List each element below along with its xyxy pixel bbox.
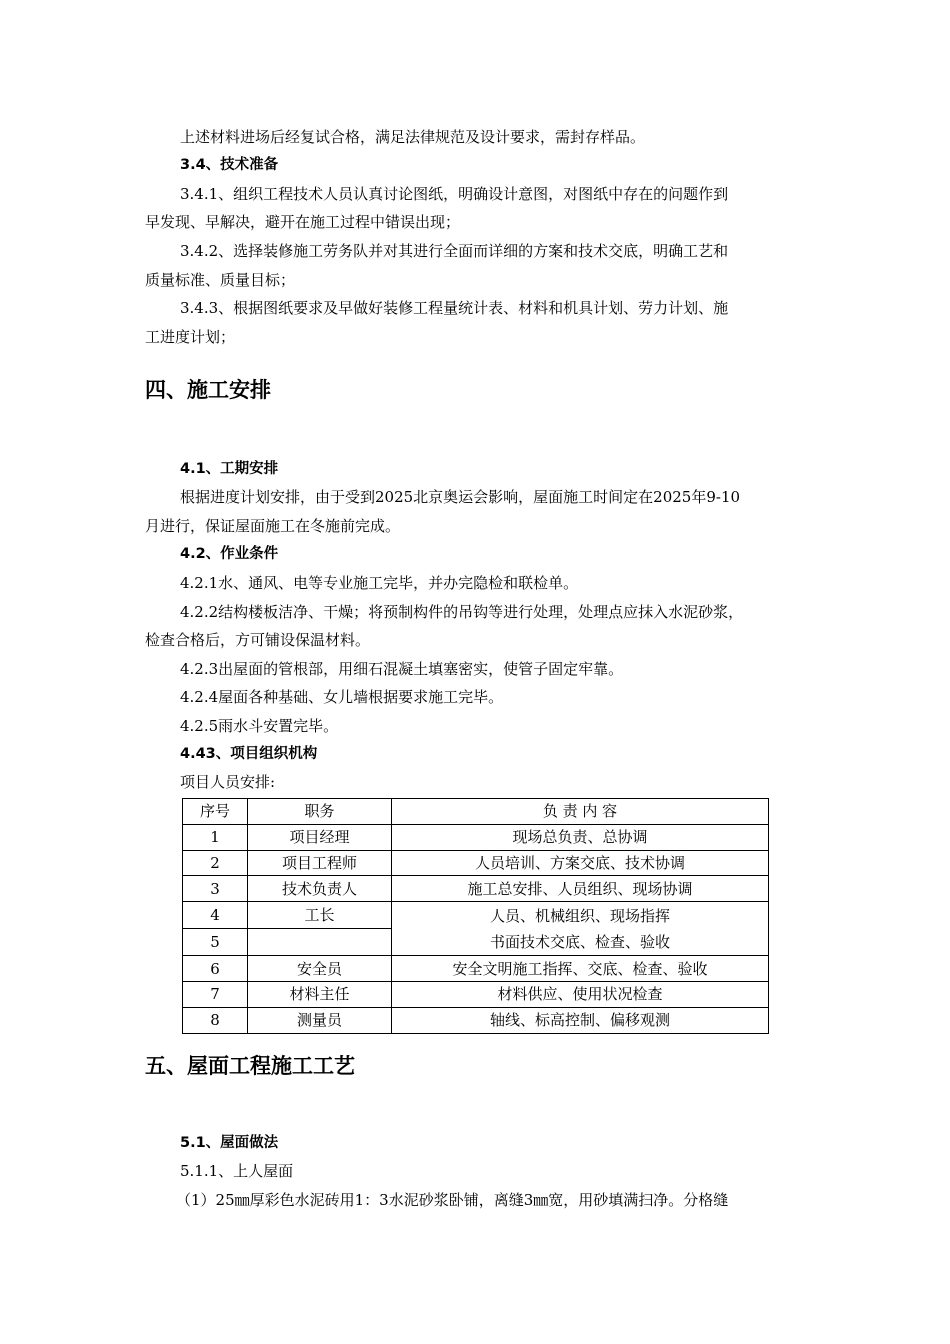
text-line: 3.4.1、组织工程技术人员认真讨论图纸，明确设计意图，对图纸中存在的问题作到 [180,185,729,203]
table-cell-line: 书面技术交底、检查、验收 [489,933,670,952]
table-cell: 施工总安排、人员组织、现场协调 [392,876,769,902]
text-line: 项目人员安排: [180,773,276,791]
table-cell: 技术负责人 [248,876,392,902]
table-cell: 3 [183,876,248,902]
table-header-cell: 职务 [248,799,392,825]
table-cell: 7 [183,981,248,1007]
table-cell: 轴线、标高控制、偏移观测 [392,1007,769,1033]
text-line: 月进行，保证屋面施工在冬施前完成。 [145,517,401,535]
text-line: 5.1.1、上人屋面 [180,1162,294,1180]
text-line: 质量标准、质量目标； [145,271,296,289]
subsection-heading: 3.4、技术准备 [180,157,279,173]
table-cell-line: 人员、机械组织、现场指挥 [489,907,670,926]
table-row [183,981,769,1007]
subsection-heading: 4.2、作业条件 [180,546,279,562]
table-cell: 安全员 [248,956,392,982]
section-heading: 四、施工安排 [145,378,271,402]
subsection-heading: 4.1、工期安排 [180,461,279,477]
table-cell: 人员培训、方案交底、技术协调 [392,850,769,876]
text-line: 上述材料进场后经复试合格，满足法律规范及设计要求，需封存样品。 [180,128,646,146]
staff-table [182,798,769,1034]
table-cell: 现场总负责、总协调 [392,824,769,850]
table-header-cell: 序号 [183,799,248,825]
table-cell: 材料主任 [248,981,392,1007]
table-cell: 2 [183,850,248,876]
table-row [183,1007,769,1033]
table-row [183,876,769,902]
table-cell [248,929,392,956]
table-cell: 5 [183,929,248,956]
text-line: 根据进度计划安排，由于受到2025北京奥运会影响，屋面施工时间定在2025年9-10 [180,488,741,506]
text-line: 工进度计划； [145,328,236,346]
text-line: （1）25㎜厚彩色水泥砖用1：3水泥砂浆卧铺，离缝3㎜宽，用砂填满扫净。分格缝 [176,1191,729,1209]
table-row [183,956,769,982]
text-line: 4.2.4屋面各种基础、女儿墙根据要求施工完毕。 [180,688,504,706]
table-cell-merged [392,902,769,956]
table-row [183,902,769,929]
table-header-row [183,799,769,825]
table-header-cell: 负 责 内 容 [392,799,769,825]
text-line: 早发现、早解决，避开在施工过程中错误出现； [145,213,461,231]
table-row [183,850,769,876]
subsection-heading: 4.43、项目组织机构 [180,746,318,762]
table-cell: 工长 [248,902,392,929]
text-line: 4.2.5雨水斗安置完毕。 [180,717,339,735]
table-cell: 8 [183,1007,248,1033]
section-heading: 五、屋面工程施工工艺 [145,1054,355,1078]
text-line: 4.2.3出屋面的管根部，用细石混凝土填塞密实，使管子固定牢靠。 [180,660,624,678]
text-line: 3.4.2、选择装修施工劳务队并对其进行全面而详细的方案和技术交底，明确工艺和 [180,242,729,260]
text-line: 4.2.2结构楼板洁净、干燥；将预制构件的吊钩等进行处理，处理点应抹入水泥砂浆， [180,603,744,621]
table-cell: 1 [183,824,248,850]
subsection-heading: 5.1、屋面做法 [180,1135,279,1151]
table-cell: 4 [183,902,248,929]
table-row [183,824,769,850]
table-cell: 6 [183,956,248,982]
text-line: 3.4.3、根据图纸要求及早做好装修工程量统计表、材料和机具计划、劳力计划、施 [180,299,729,317]
table-cell: 测量员 [248,1007,392,1033]
table-cell: 安全文明施工指挥、交底、检查、验收 [392,956,769,982]
table-cell: 项目工程师 [248,850,392,876]
text-line: 检查合格后，方可铺设保温材料。 [145,631,371,649]
text-line: 4.2.1水、通风、电等专业施工完毕，并办完隐检和联检单。 [180,574,579,592]
table-cell: 项目经理 [248,824,392,850]
table-cell: 材料供应、使用状况检查 [392,981,769,1007]
